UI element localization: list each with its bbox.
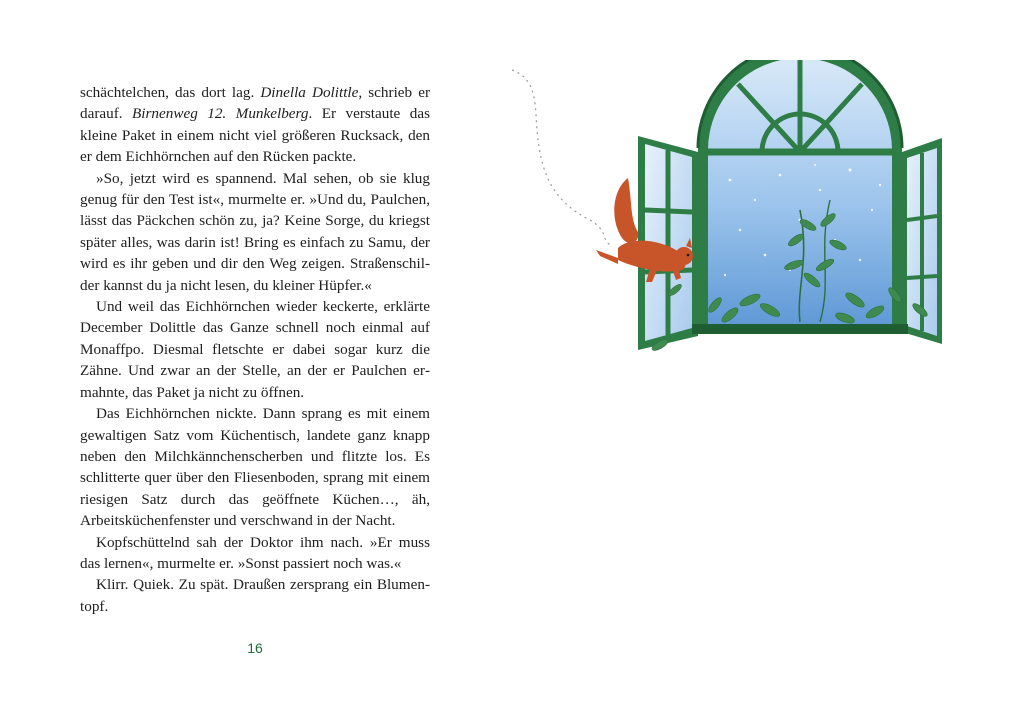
text-run: , schrieb er darauf.: [80, 84, 430, 123]
paragraph-1: [80, 82, 430, 168]
recipient-name: Dinella Dolittle: [260, 84, 359, 101]
paragraph-6: Klirr. Quiek. Zu spät. Draußen zersprang ein Blumentopf.: [80, 576, 430, 615]
text-run: schächtelchen, das dort lag.: [80, 84, 261, 101]
paragraph-4: Das Eichhörnchen nickte. Dann sprang es mit einem gewaltigen Satz vom Küchentisch, landete ganz knapp neben den Milchkännchenscherben und flitzte los. Es schlitterte quer über den Fliesenboden, sprang mit einem riesigen Satz durch das geöffnete Küchen…, äh, Arbeitsküchenfenster und verschwand in der Nacht.: [80, 405, 430, 530]
flight-path-trail: [512, 70, 612, 246]
window-sill: [692, 324, 908, 334]
paragraph-5: Kopfschüttelnd sah der Doktor ihm nach. »Er muss das lernen«, murmelte er. »Sonst passiert noch was.«: [80, 533, 430, 572]
text-run: . Er verstaute das kleine Paket in einem nicht viel größeren Rucksack, den er dem Eichhörnchen auf den Rücken packte.: [80, 105, 430, 166]
paragraph-2: »So, jetzt wird es spannend. Mal sehen, ob sie klug genug für den Test ist«, murmelte er. »Und du, Paulchen, lässt das Päckchen schön zu, ja? Keine Sorge, du kriegst später alles, was darin ist! Bring es einfach zu Samu, der wird es ihr geben und dir den Weg zeigen. Straßenschilder kannst du ja nicht lesen, du kleiner Hüpfer.«: [80, 169, 430, 294]
window-illustration: [500, 60, 960, 370]
paragraph-3: Und weil das Eichhörnchen wieder keckerte, erklärte December Dolittle das Ganze schnell noch einmal auf Monaffpo. Diesmal fletschte er dabei sogar kurz die Zähne. Und zwar an der Stelle, an der er Paulchen ermahnte, das Paket ja nicht zu öffnen.: [80, 298, 430, 401]
recipient-address: Birnenweg 12. Munkelberg: [132, 105, 309, 123]
text-column: [80, 82, 430, 617]
page-number: 16: [247, 640, 263, 656]
